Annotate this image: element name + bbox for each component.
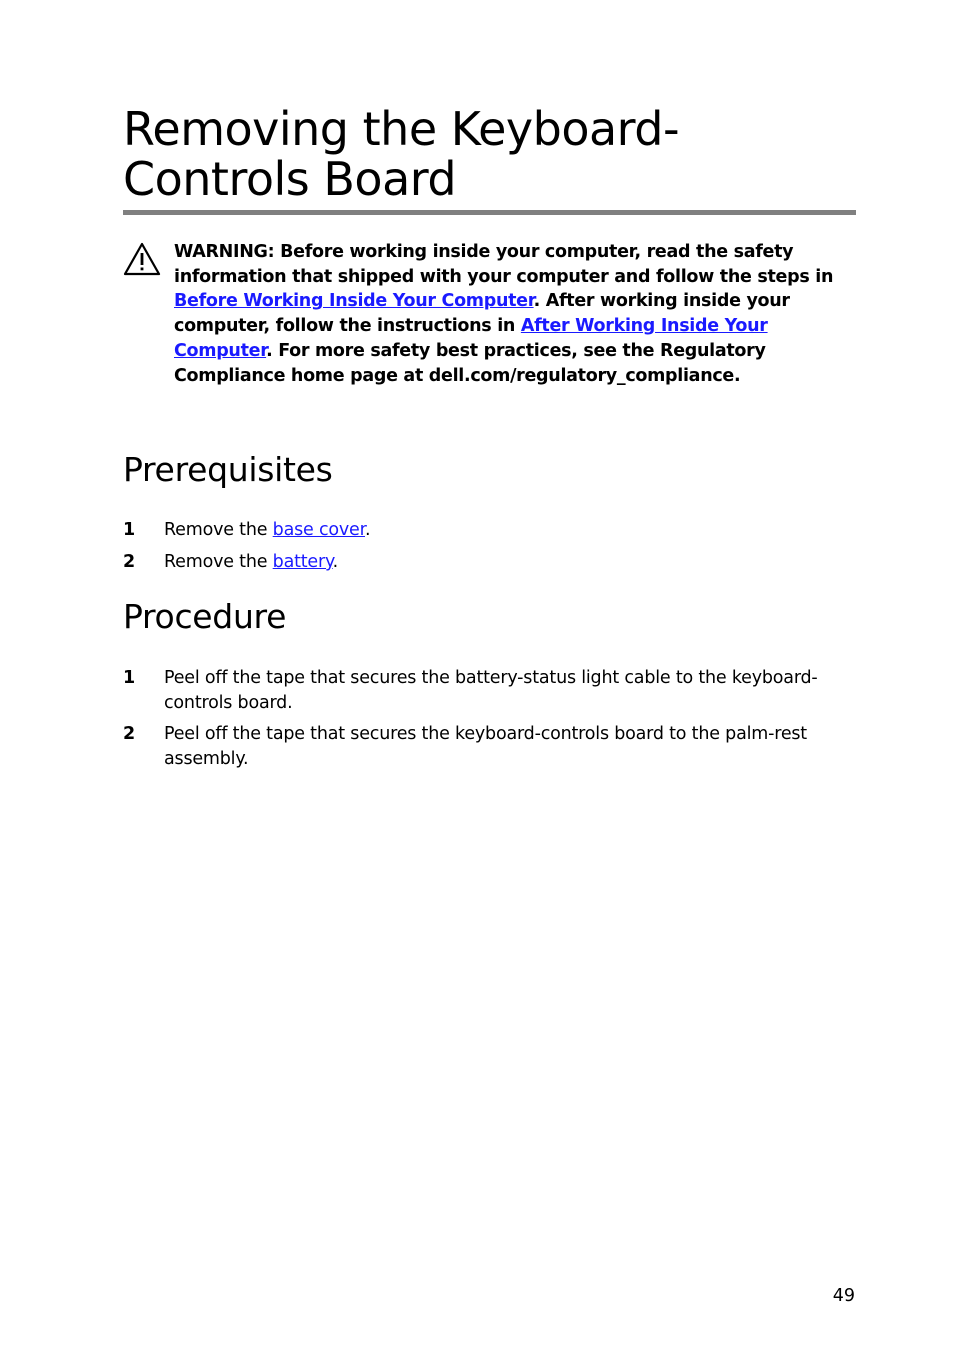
step-end: . — [332, 552, 339, 572]
step-end: . — [365, 520, 371, 540]
page-number: 49 — [832, 1286, 855, 1306]
list-item — [123, 518, 855, 543]
base-cover-link[interactable]: base cover — [272, 520, 365, 540]
after-working-link[interactable]: After Working Inside Your Computer — [174, 316, 768, 361]
prerequisites-list — [123, 518, 855, 575]
step-text: Remove the — [164, 552, 273, 572]
warning-message — [174, 240, 854, 388]
title-divider — [123, 210, 856, 215]
step-number: 2 — [123, 724, 135, 744]
list-item — [123, 722, 855, 772]
step-text: Peel off the tape that secures the keyboard-controls board to the palm-rest assembly. — [164, 724, 807, 769]
list-item — [123, 666, 855, 716]
procedure-heading: Procedure — [123, 597, 287, 636]
before-working-link[interactable]: Before Working Inside Your Computer — [174, 291, 534, 312]
step-text: Peel off the tape that secures the battery-status light cable to the keyboard-controls board. — [164, 668, 818, 713]
warning-text-suffix: . For more safety best practices, see the Regulatory Compliance home page at dell.com/regulatory_compliance. — [174, 340, 766, 386]
step-number: 2 — [123, 552, 135, 572]
warning-text-middle: . After working inside your computer, follow the instructions in — [174, 291, 790, 337]
warning-text-prefix: WARNING: Before working inside your computer, read the safety information that shipped with your computer and follow the steps in — [174, 242, 834, 287]
step-text: Remove the — [164, 520, 273, 540]
prerequisites-heading: Prerequisites — [123, 450, 333, 489]
page-title: Removing the Keyboard-Controls Board — [123, 102, 680, 206]
battery-link[interactable]: battery — [272, 552, 333, 572]
procedure-list — [123, 666, 855, 772]
step-number: 1 — [123, 668, 135, 688]
list-item — [123, 550, 855, 575]
warning-triangle-icon — [123, 242, 161, 276]
step-number: 1 — [123, 520, 135, 540]
